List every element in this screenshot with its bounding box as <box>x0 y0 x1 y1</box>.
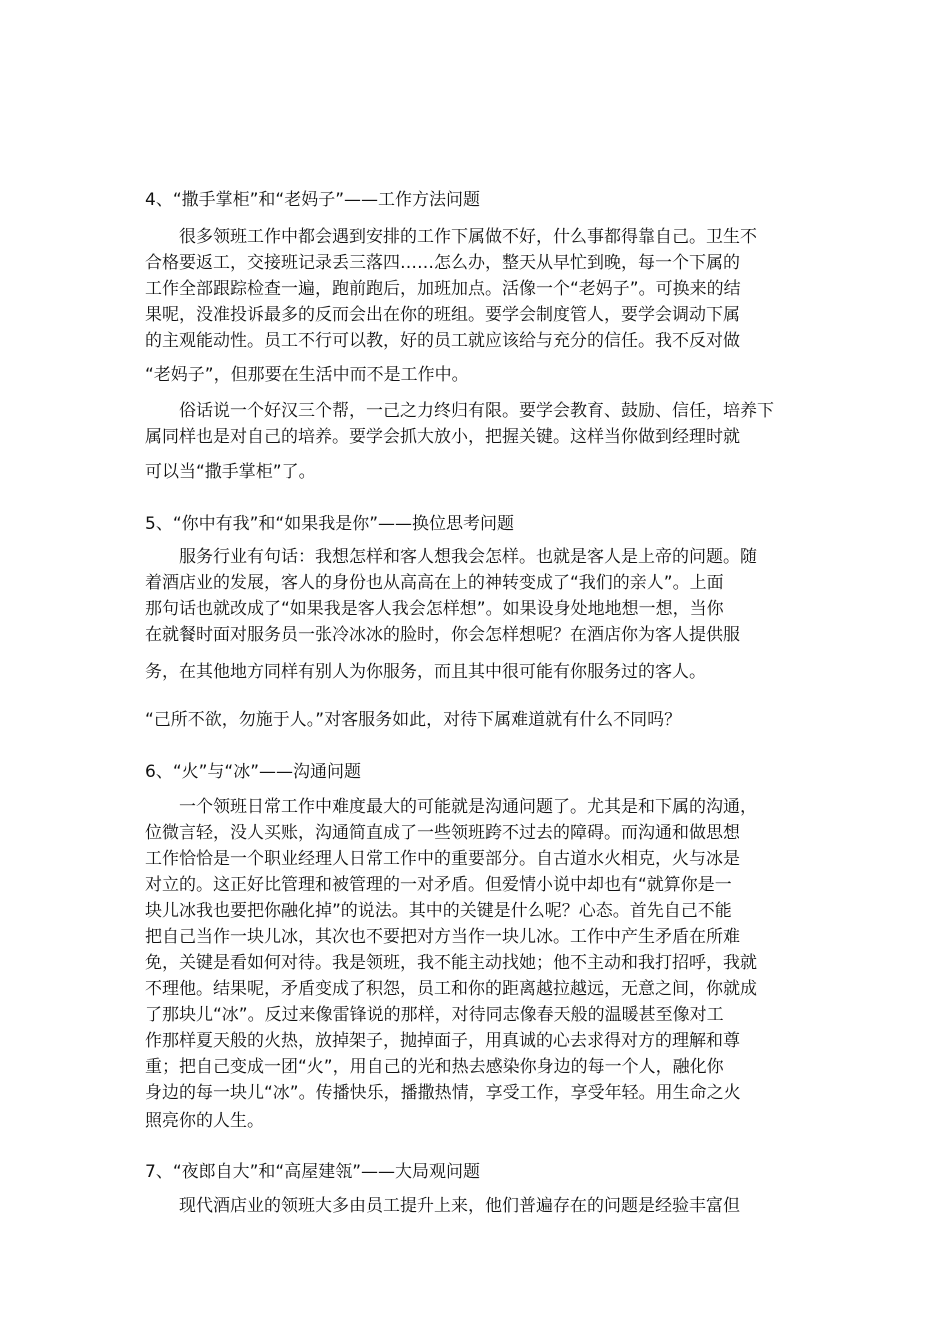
text-line: 在就餐时面对服务员一张冷冰冰的脸时，你会怎样想呢？在酒店你为客人提供服 <box>145 625 740 645</box>
text-line: 着酒店业的发展，客人的身份也从高高在上的神转变成了“我们的亲人”。上面 <box>145 573 724 593</box>
text-line: 服务行业有句话：我想怎样和客人想我会怎样。也就是客人是上帝的问题。随 <box>179 547 757 567</box>
text-line: 对立的。这正好比管理和被管理的一对矛盾。但爱情小说中却也有“就算你是一 <box>145 875 732 895</box>
section-5-paragraph-2 <box>145 659 810 685</box>
text-line: 工作恰恰是一个职业经理人日常工作中的重要部分。自古道水火相克，火与冰是 <box>145 849 740 869</box>
section-6-heading: 6、“火”与“冰”——沟通问题 <box>145 762 362 782</box>
section-5-paragraph-1 <box>145 544 810 648</box>
section-4-paragraph-2 <box>145 362 810 388</box>
text-line: 重；把自己变成一团“火”，用自己的光和热去感染你身边的每一个人，融化你 <box>145 1057 724 1077</box>
section-4-paragraph-1 <box>145 224 810 354</box>
section-4-heading: 4、“撒手掌柜”和“老妈子”——工作方法问题 <box>145 190 481 210</box>
text-line: 务，在其他地方同样有别人为你服务，而且其中很可能有你服务过的客人。 <box>145 662 706 682</box>
section-5-paragraph-3 <box>145 707 810 733</box>
text-line: 了那块儿“冰”。反过来像雷锋说的那样，对待同志像春天般的温暖甚至像对工 <box>145 1005 724 1025</box>
text-line: 现代酒店业的领班大多由员工提升上来，他们普遍存在的问题是经验丰富但 <box>179 1196 740 1216</box>
text-line: 属同样也是对自己的培养。要学会抓大放小，把握关键。这样当你做到经理时就 <box>145 427 740 447</box>
text-line: 果呢，没准投诉最多的反而会出在你的班组。要学会制度管人，要学会调动下属 <box>145 305 740 325</box>
text-line: 照亮你的人生。 <box>145 1111 264 1131</box>
section-6-paragraph-1 <box>145 794 810 1106</box>
section-4-paragraph-3 <box>145 398 810 450</box>
text-line: 合格要返工，交接班记录丢三落四……怎么办，整天从早忙到晚，每一个下属的 <box>145 253 740 273</box>
text-line: 作那样夏天般的火热，放掉架子，抛掉面子，用真诚的心去求得对方的理解和尊 <box>145 1031 740 1051</box>
section-4-paragraph-4 <box>145 459 810 485</box>
text-line: 俗话说一个好汉三个帮，一己之力终归有限。要学会教育、鼓励、信任，培养下 <box>179 401 774 421</box>
text-line: 很多领班工作中都会遇到安排的工作下属做不好，什么事都得靠自己。卫生不 <box>179 227 757 247</box>
text-line: 身边的每一块儿“冰”。传播快乐，播撒热情，享受工作，享受年轻。用生命之火 <box>145 1083 741 1103</box>
text-line: 位微言轻，没人买账，沟通简直成了一些领班跨不过去的障碍。而沟通和做思想 <box>145 823 740 843</box>
text-line: 免，关键是看如何对待。我是领班，我不能主动找她；他不主动和我打招呼，我就 <box>145 953 757 973</box>
text-line: 把自己当作一块儿冰，其次也不要把对方当作一块儿冰。工作中产生矛盾在所难 <box>145 927 740 947</box>
section-5-heading: 5、“你中有我”和“如果我是你”——换位思考问题 <box>145 514 515 534</box>
text-line: 一个领班日常工作中难度最大的可能就是沟通问题了。尤其是和下属的沟通， <box>179 797 757 817</box>
text-line: 可以当“撒手掌柜”了。 <box>145 462 316 482</box>
text-line: “老妈子”，但那要在生活中而不是工作中。 <box>145 365 469 385</box>
section-6-paragraph-2 <box>145 1108 810 1134</box>
text-line: 那句话也就改成了“如果我是客人我会怎样想”。如果设身处地地想一想，当你 <box>145 599 724 619</box>
text-line: “己所不欲，勿施于人。”对客服务如此，对待下属难道就有什么不同吗？ <box>145 710 682 730</box>
section-7-paragraph-1 <box>145 1193 810 1219</box>
text-line: 不理他。结果呢，矛盾变成了积怨，员工和你的距离越拉越远，无意之间，你就成 <box>145 979 757 999</box>
text-line: 块儿冰我也要把你融化掉”的说法。其中的关键是什么呢？心态。首先自己不能 <box>145 901 732 921</box>
text-line: 工作全部跟踪检查一遍，跑前跑后，加班加点。活像一个“老妈子”。可换来的结 <box>145 279 741 299</box>
text-line: 的主观能动性。员工不行可以教，好的员工就应该给与充分的信任。我不反对做 <box>145 331 740 351</box>
section-7-heading: 7、“夜郎自大”和“高屋建瓴”——大局观问题 <box>145 1162 481 1182</box>
